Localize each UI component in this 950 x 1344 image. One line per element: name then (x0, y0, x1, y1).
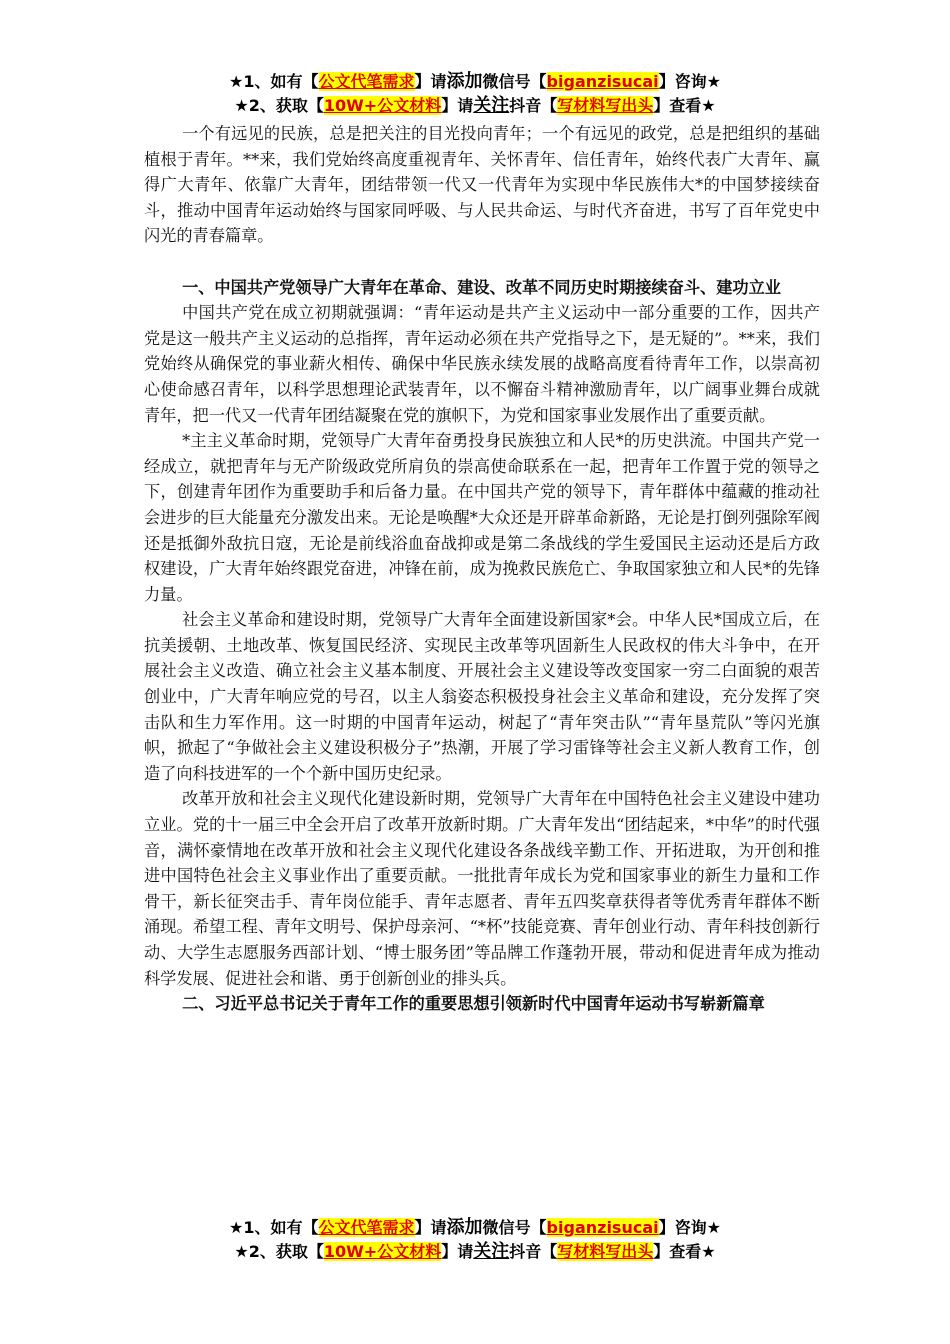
top-banner-line-2 (0, 94, 950, 118)
paragraph-gap (144, 249, 820, 275)
top-banner-line-1 (0, 70, 950, 94)
banner-highlight: 10W+公文材料 (323, 96, 442, 115)
banner-text: ★2、获取【 (234, 96, 324, 115)
body-paragraph: 社会主义革命和建设时期，党领导广大青年全面建设新国家*会。中华人民*国成立后，在抗美援朝、土地改革、恢复国民经济、实现民主改革等巩固新生人民政权的伟大斗争中，在开展社会主义改造、确立社会主义基本制度、开展社会主义建设等改变国家一穷二白面貌的艰苦创业中，广大青年响应党的号召，以主人翁姿态积极投身社会主义革命和建设，充分发挥了突击队和生力军作用。这一时期的中国青年运动，树起了“青年突击队”“青年垦荒队”等闪光旗帜，掀起了“争做社会主义建设积极分子”热潮，开展了学习雷锋等社会主义新人教育工作，创造了向科技进军的一个个新中国历史纪录。 (144, 610, 820, 783)
banner-text: 】请 (441, 96, 474, 115)
banner-emphasis: 关注 (473, 95, 510, 116)
banner-text: ★1、如有【 (229, 72, 319, 91)
banner-text: 】请 (441, 1242, 474, 1261)
banner-highlight: biganzisucai (546, 1218, 659, 1237)
article-body (144, 121, 820, 1017)
banner-text: 抖音【 (509, 1242, 558, 1261)
banner-emphasis: 添加 (446, 1217, 483, 1238)
banner-text: 】请 (414, 1218, 447, 1237)
intro-paragraph: 一个有远见的民族，总是把关注的目光投向青年；一个有远见的政党，总是把组织的基础植根于青年。**来，我们党始终高度重视青年、关怀青年、信任青年，始终代表广大青年、赢得广大青年、依靠广大青年，团结带领一代又一代青年为实现中华民族伟大*的中国梦接续奋斗，推动中国青年运动始终与国家同呼吸、与人民共命运、与时代齐奋进，书写了百年党史中闪光的青春篇章。 (144, 124, 820, 246)
section-heading-1: 一、中国共产党领导广大青年在革命、建设、改革不同历史时期接续奋斗、建功立业 (182, 277, 781, 297)
bottom-banner-line-2 (0, 1240, 950, 1264)
banner-text: ★2、获取【 (234, 1242, 324, 1261)
body-paragraph: *主主义革命时期，党领导广大青年奋勇投身民族独立和人民*的历史洪流。中国共产党一经成立，就把青年与无产阶级政党所肩负的崇高使命联系在一起，把青年工作置于党的领导之下，创建青年团作为重要助手和后备力量。在中国共产党的领导下，青年群体中蕴藏的推动社会进步的巨大能量充分激发出来。无论是唤醒*大众还是开辟革命新路，无论是打倒列强除军阀还是抵御外敌抗日寇，无论是前线浴血奋战抑或是第二条战线的学生爱国民主运动还是后方政权建设，广大青年始终跟党奋进，冲锋在前，成为挽救民族危亡、争取国家独立和人民*的先锋力量。 (144, 431, 820, 604)
body-paragraph: 改革开放和社会主义现代化建设新时期，党领导广大青年在中国特色社会主义建设中建功立业。党的十一届三中全会开启了改革开放新时期。广大青年发出“团结起来，*中华”的时代强音，满怀豪情地在改革开放和社会主义现代化建设各条战线辛勤工作、开拓进取，为开创和推进中国特色社会主义事业作出了重要贡献。一批批青年成长为党和国家事业的新生力量和工作骨干，新长征突击手、青年岗位能手、青年志愿者、青年五四奖章获得者等优秀青年群体不断涌现。希望工程、青年文明号、保护母亲河、“*杯”技能竞赛、青年创业行动、青年科技创新行动、大学生志愿服务西部计划、“博士服务团”等品牌工作蓬勃开展，带动和促进青年成为推动科学发展、促进社会和谐、勇于创新创业的排头兵。 (144, 789, 820, 988)
bottom-banner-line-1 (0, 1216, 950, 1240)
banner-highlight: 公文代笔需求 (318, 1218, 415, 1237)
body-paragraph: 中国共产党在成立初期就强调：“青年运动是共产主义运动中一部分重要的工作，因共产党是这一般共产主义运动的总指挥，青年运动必须在共产党指导之下，是无疑的”。**来，我们党始终从确保党的事业薪火相传、确保中华民族永续发展的战略高度看待青年工作，以崇高初心使命感召青年，以科学思想理论武装青年，以不懈奋斗精神激励青年，以广阔事业舞台成就青年，把一代又一代青年团结凝聚在党的旗帜下，为党和国家事业发展作出了重要贡献。 (144, 303, 820, 425)
banner-text: 】请 (414, 72, 447, 91)
banner-highlight: 公文代笔需求 (318, 72, 415, 91)
banner-highlight: 10W+公文材料 (323, 1242, 442, 1261)
banner-highlight: biganzisucai (546, 72, 659, 91)
banner-text: 微信号【 (482, 72, 547, 91)
banner-text: 】咨询★ (658, 1218, 721, 1237)
section-heading-2: 二、习近平总书记关于青年工作的重要思想引领新时代中国青年运动书写崭新篇章 (182, 994, 765, 1014)
banner-text: 抖音【 (509, 96, 558, 115)
banner-highlight: 写材料写出头 (557, 1242, 654, 1261)
banner-text: 】咨询★ (658, 72, 721, 91)
banner-text: 微信号【 (482, 1218, 547, 1237)
banner-text: 】查看★ (653, 96, 716, 115)
banner-text: ★1、如有【 (229, 1218, 319, 1237)
banner-highlight: 写材料写出头 (557, 96, 654, 115)
banner-emphasis: 关注 (473, 1241, 510, 1262)
banner-emphasis: 添加 (446, 71, 483, 92)
banner-text: 】查看★ (653, 1242, 716, 1261)
